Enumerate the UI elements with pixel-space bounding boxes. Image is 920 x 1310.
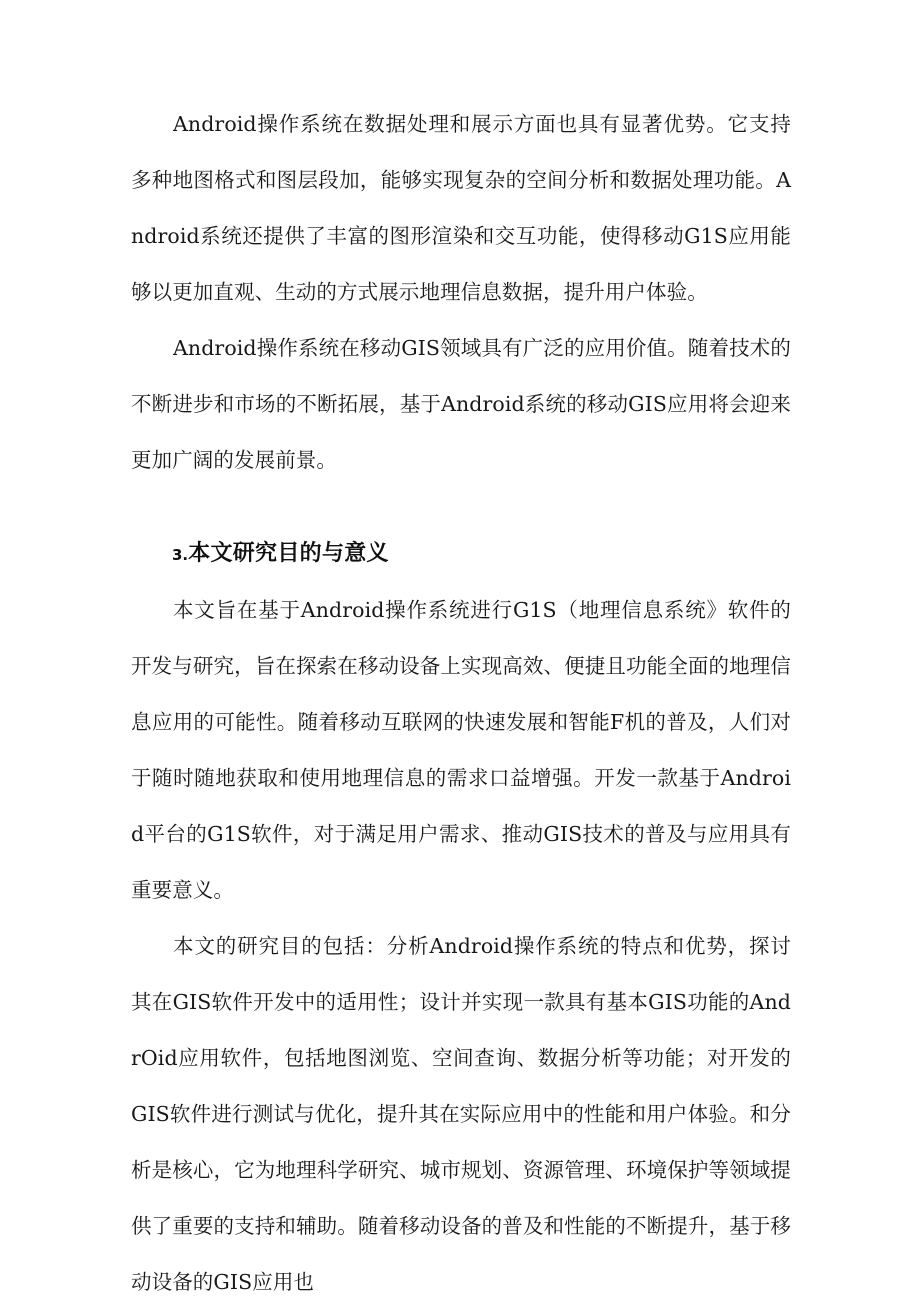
- paragraph-research-aim: 本文旨在基于Android操作系统进行G1S（地理信息系统》软件的开发与研究，旨在探索在移动设备上实现高效、便捷且功能全面的地理信息应用的可能性。随着移动互联网的快速发展和智能F机的普及，人们对于随时随地获取和使用地理信息的需求口益增强。开发一款基于Android平台的G1S软件，对于满足用户需求、推动GIS技术的普及与应用具有重要意义。: [131, 598, 791, 902]
- heading-top-spacer: [131, 488, 791, 526]
- heading-label: 本文研究目的与意义: [188, 541, 389, 566]
- paragraph-research-objectives: 本文的研究目的包括：分析Android操作系统的特点和优势，探讨其在GIS软件开发中的适用性；设计并实现一款具有基本GIS功能的AndrOid应用软件，包括地图浏览、空间查询、数据分析等功能；对开发的GIS软件进行测试与优化，提升其在实际应用中的性能和用户体验。和分析是核心，它为地理科学研究、城市规划、资源管理、环境保护等领域提供了重要的支持和辅助。随着移动设备的普及和性能的不断提升，基于移动设备的GIS应用也: [131, 934, 791, 1294]
- heading-number: 3.: [172, 546, 189, 564]
- heading-research-purpose: [131, 526, 791, 582]
- paragraph-android-gis-value: Android操作系统在移动GIS领域具有广泛的应用价值。随着技术的不断进步和市场的不断拓展，基于Android系统的移动GIS应用将会迎来更加广阔的发展前景。: [131, 336, 791, 472]
- paragraph-android-data-advantages: Android操作系统在数据处理和展示方面也具有显著优势。它支持多种地图格式和图层段加，能够实现复杂的空间分析和数据处理功能。Android系统还提供了丰富的图形渲染和交互功能，使得移动G1S应用能够以更加直观、生动的方式展示地理信息数据，提升用户体验。: [131, 112, 791, 304]
- document-text-column: [131, 96, 791, 1310]
